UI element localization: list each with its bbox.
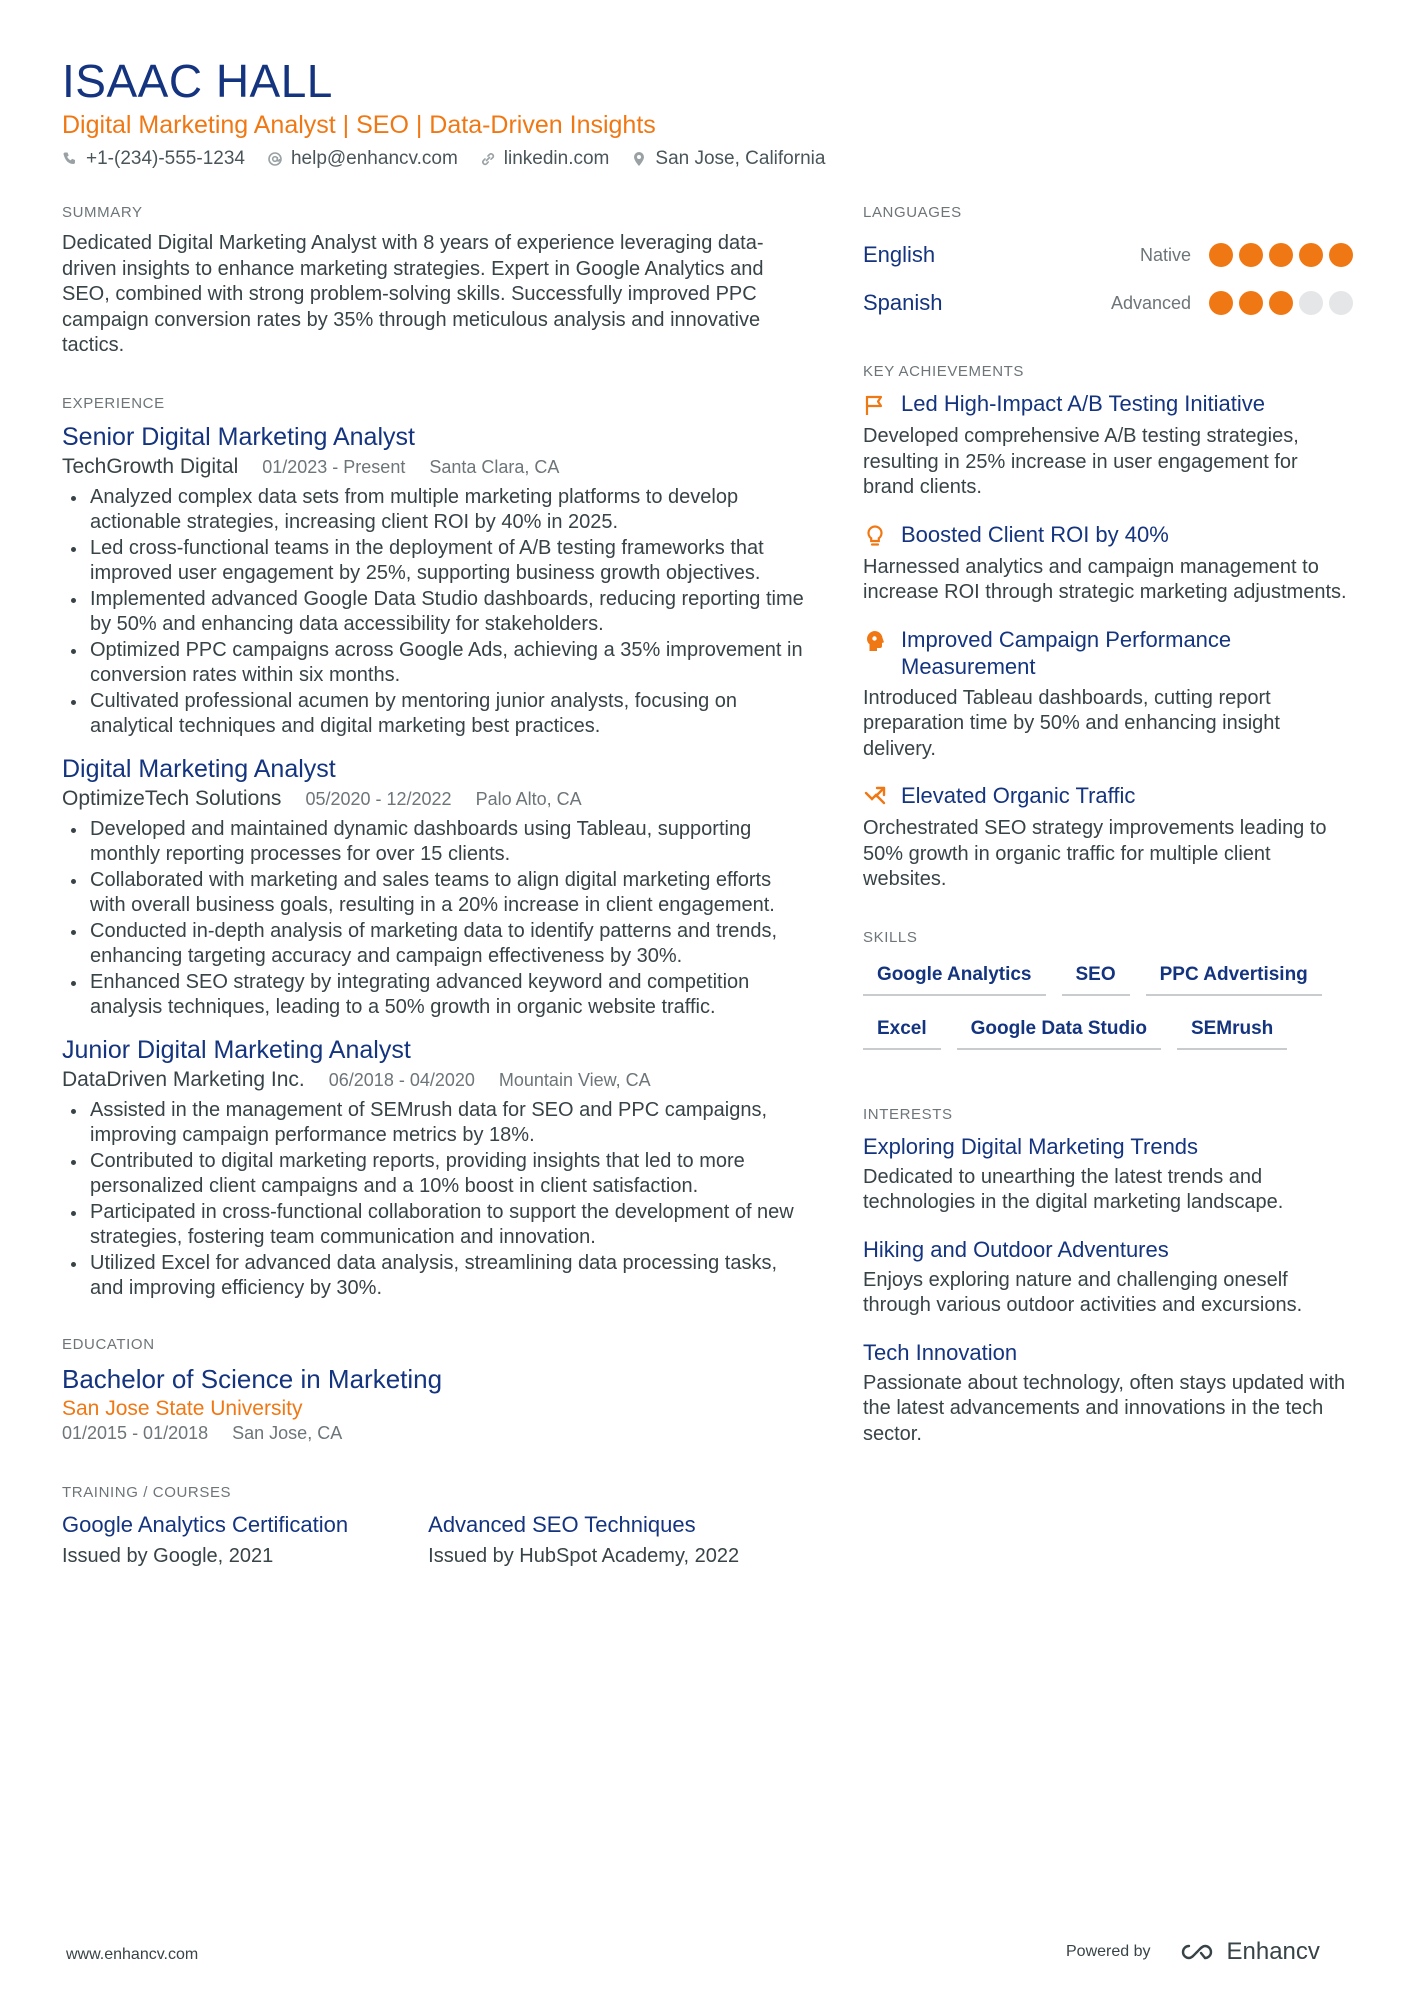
job-bullet: Contributed to digital marketing reports, providing insights that led to more personalized client campaigns and a 10% boost in client satisfaction. — [62, 1149, 807, 1200]
job-location: Mountain View, CA — [498, 1069, 651, 1090]
job-entry — [62, 422, 807, 740]
skill-tag: PPC Advertising — [1146, 956, 1322, 996]
rating-dot-filled — [1299, 243, 1323, 267]
job-bullets — [62, 817, 807, 1021]
achievement-desc: Introduced Tableau dashboards, cutting report preparation time by 50% and enhancing insight delivery. — [863, 686, 1280, 760]
job-bullet: Developed and maintained dynamic dashboards using Tableau, supporting monthly reporting processes for over 15 clients. — [62, 817, 807, 868]
language-row — [863, 231, 1353, 279]
enhancv-logo[interactable] — [1175, 1938, 1320, 1966]
job-entry — [62, 754, 807, 1021]
achievement-item — [863, 521, 1353, 606]
head-gear-icon — [863, 628, 887, 654]
job-bullets — [62, 1098, 807, 1302]
language-name: Spanish — [863, 290, 943, 315]
summary-text: Dedicated Digital Marketing Analyst with 8 years of experience leveraging data-driven insights to enhance marketing strategies. Expert in Google Analytics and SEO, combined with strong problem-solving skills. Successfully improved PPC campaign conversion rates by 35% through meticulous analysis and innovative tactics. — [62, 232, 764, 356]
course-title: Advanced SEO Techniques — [428, 1511, 696, 1537]
achievement-desc: Harnessed analytics and campaign management to increase ROI through strategic marketing adjustments. — [863, 555, 1347, 603]
language-level: Native — [1139, 244, 1191, 265]
contact-phone — [62, 148, 245, 170]
job-bullet: Conducted in-depth analysis of marketing data to identify patterns and trends, enhancing targeting accuracy and campaign effectiveness by 30%. — [62, 919, 807, 970]
rating-dot-filled — [1329, 243, 1353, 267]
job-title: Digital Marketing Analyst — [62, 754, 336, 783]
education-meta — [62, 1423, 807, 1444]
contact-email — [267, 148, 458, 170]
achievement-title: Led High-Impact A/B Testing Initiative — [901, 391, 1266, 416]
job-company: DataDriven Marketing Inc. — [62, 1067, 305, 1091]
job-company: OptimizeTech Solutions — [62, 786, 282, 810]
rating-dot-filled — [1209, 243, 1233, 267]
interest-title: Exploring Digital Marketing Trends — [863, 1133, 1199, 1159]
job-title: Senior Digital Marketing Analyst — [62, 422, 415, 451]
achievement-item — [863, 626, 1353, 763]
rating-dot-filled — [1239, 291, 1263, 315]
email-text[interactable]: help@enhancv.com — [290, 148, 458, 169]
interest-desc: Dedicated to unearthing the latest trends and technologies in the digital marketing landscape. — [863, 1165, 1284, 1213]
skill-tag: Excel — [863, 1010, 941, 1050]
course-issuer: Issued by HubSpot Academy, 2022 — [428, 1544, 740, 1567]
education-school: San Jose State University — [62, 1396, 303, 1420]
experience-title: EXPERIENCE — [62, 394, 165, 412]
job-bullet: Enhanced SEO strategy by integrating advanced keyword and competition analysis techniques, leading to a 50% growth in organic website traffic. — [62, 970, 807, 1021]
lightbulb-icon — [863, 523, 887, 549]
powered-by-text: Powered by — [1066, 1943, 1151, 1960]
job-dates: 01/2023 - Present — [262, 456, 406, 477]
footer-website[interactable]: www.enhancv.com — [66, 1946, 199, 1963]
education-entry — [62, 1363, 807, 1444]
job-bullet: Cultivated professional acumen by mentoring junior analysts, focusing on analytical techniques and digital marketing best practices. — [62, 689, 807, 740]
education-degree: Bachelor of Science in Marketing — [62, 1363, 443, 1394]
achievement-desc: Developed comprehensive A/B testing strategies, resulting in 25% increase in user engagement for brand clients. — [863, 425, 1299, 498]
rating-dot-filled — [1239, 243, 1263, 267]
education-dates: 01/2015 - 01/2018 — [62, 1422, 209, 1443]
achievement-title: Improved Campaign Performance Measurement — [901, 626, 1232, 679]
job-location: Santa Clara, CA — [429, 456, 560, 477]
rating-dot-empty — [1299, 291, 1323, 315]
job-company: TechGrowth Digital — [62, 454, 239, 478]
at-icon — [267, 151, 283, 167]
left-column — [62, 204, 807, 1568]
enhancv-logo-text: Enhancv — [1226, 1938, 1320, 1965]
job-bullet: Participated in cross-functional collaboration to support the development of new strategies, fostering team communication and innovation. — [62, 1200, 807, 1251]
link-icon — [480, 151, 496, 167]
education-location: San Jose, CA — [232, 1422, 343, 1443]
job-bullet: Assisted in the management of SEMrush data for SEO and PPC campaigns, improving campaign performance metrics by 18%. — [62, 1098, 807, 1149]
interest-title: Hiking and Outdoor Adventures — [863, 1236, 1169, 1262]
interest-title: Tech Innovation — [863, 1339, 1018, 1365]
rating-dot-filled — [1269, 243, 1293, 267]
interest-desc: Passionate about technology, often stays updated with the latest advancements and innovations in the tech sector. — [863, 1371, 1346, 1445]
achievement-item — [863, 390, 1353, 501]
job-location: Palo Alto, CA — [475, 788, 582, 809]
job-bullets — [62, 485, 807, 740]
course-item — [62, 1511, 348, 1568]
interest-item — [863, 1133, 1353, 1216]
job-bullet: Optimized PPC campaigns across Google Ads, achieving a 35% improvement in conversion rates within six months. — [62, 638, 807, 689]
job-entry — [62, 1035, 807, 1302]
languages-section — [863, 204, 1353, 327]
course-title: Google Analytics Certification — [62, 1511, 349, 1537]
achievement-title: Boosted Client ROI by 40% — [901, 521, 1169, 547]
skill-tag: SEMrush — [1177, 1010, 1287, 1050]
headline: Digital Marketing Analyst | SEO | Data-Driven Insights — [62, 111, 656, 139]
trend-arrow-icon — [863, 784, 887, 810]
interests-section — [863, 1106, 1353, 1448]
interest-desc: Enjoys exploring nature and challenging oneself through various outdoor activities and excursions. — [863, 1268, 1303, 1316]
contact-bar — [62, 148, 825, 170]
interest-item — [863, 1339, 1353, 1448]
job-meta — [62, 455, 807, 479]
language-rating — [1209, 243, 1353, 267]
map-pin-icon — [631, 151, 647, 167]
experience-section — [62, 395, 807, 1302]
interests-title: INTERESTS — [863, 1105, 953, 1123]
contact-linkedin — [480, 148, 610, 170]
job-bullet: Utilized Excel for advanced data analysis, streamlining data processing tasks, and improving efficiency by 30%. — [62, 1251, 807, 1302]
education-section — [62, 1336, 807, 1444]
flag-icon — [863, 392, 887, 418]
skills-title: SKILLS — [863, 928, 918, 946]
skill-tag: Google Data Studio — [957, 1010, 1161, 1050]
skill-tag: Google Analytics — [863, 956, 1046, 996]
language-row — [863, 279, 1353, 327]
job-title: Junior Digital Marketing Analyst — [62, 1035, 411, 1064]
candidate-name: ISAAC HALL — [62, 55, 333, 107]
contact-location — [631, 148, 825, 170]
summary-section — [62, 204, 807, 359]
rating-dot-empty — [1329, 291, 1353, 315]
skill-tag: SEO — [1062, 956, 1130, 996]
achievement-desc: Orchestrated SEO strategy improvements leading to 50% growth in organic traffic for multiple client websites. — [863, 817, 1327, 890]
rating-dot-filled — [1269, 291, 1293, 315]
location-text: San Jose, California — [655, 148, 826, 169]
achievements-title: KEY ACHIEVEMENTS — [863, 363, 1025, 380]
footer-branding — [1066, 1938, 1320, 1966]
language-rating — [1209, 291, 1353, 315]
achievement-item — [863, 782, 1353, 893]
right-column — [863, 204, 1353, 1467]
summary-title: SUMMARY — [62, 204, 143, 221]
phone-text[interactable]: +1-(234)-555-1234 — [86, 148, 245, 169]
job-dates: 06/2018 - 04/2020 — [328, 1069, 475, 1090]
interest-item — [863, 1236, 1353, 1319]
skills-section — [863, 929, 1353, 1050]
courses-section — [62, 1484, 807, 1568]
achievement-title: Elevated Organic Traffic — [901, 783, 1136, 808]
job-meta — [62, 787, 807, 811]
enhancv-logo-icon — [1175, 1940, 1219, 1964]
language-level: Advanced — [1110, 292, 1191, 313]
language-name: English — [863, 242, 936, 267]
job-bullet: Analyzed complex data sets from multiple marketing platforms to develop actionable strategies, increasing client ROI by 40% in 2025. — [62, 485, 807, 536]
job-bullet: Implemented advanced Google Data Studio dashboards, reducing reporting time by 50% and enhancing data accessibility for stakeholders. — [62, 587, 807, 638]
job-bullet: Led cross-functional teams in the deployment of A/B testing frameworks that improved user engagement by 25%, supporting business growth objectives. — [62, 536, 807, 587]
education-title: EDUCATION — [62, 1335, 155, 1353]
linkedin-text[interactable]: linkedin.com — [503, 148, 610, 169]
languages-title: LANGUAGES — [863, 204, 962, 221]
rating-dot-filled — [1209, 291, 1233, 315]
phone-icon — [62, 151, 78, 167]
course-issuer: Issued by Google, 2021 — [62, 1544, 274, 1567]
courses-title: TRAINING / COURSES — [62, 1483, 232, 1501]
course-item — [428, 1511, 739, 1568]
job-bullet: Collaborated with marketing and sales teams to align digital marketing efforts with overall business goals, resulting in a 20% increase in client engagement. — [62, 868, 807, 919]
job-meta — [62, 1068, 807, 1092]
job-dates: 05/2020 - 12/2022 — [305, 788, 452, 809]
skills-list — [863, 956, 1353, 1050]
achievements-section — [863, 363, 1353, 893]
courses-list — [62, 1511, 807, 1568]
